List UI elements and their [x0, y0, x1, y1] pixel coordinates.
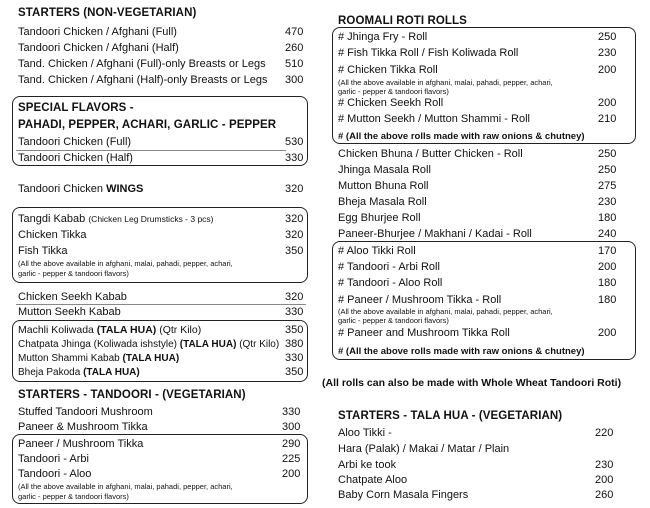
menu-item: Paneer-Bhurjee / Makhani / Kadai - Roll	[338, 228, 532, 240]
flavor-note: (All the above available in afghani, malai, pahadi, pepper, achari,	[18, 482, 233, 491]
menu-item: # Tandoori - Aloo Roll	[338, 277, 443, 289]
menu-price: 200	[598, 64, 617, 76]
menu-item: Chicken Bhuna / Butter Chicken - Roll	[338, 148, 523, 160]
menu-price: 330	[285, 352, 304, 364]
menu-price: 230	[598, 47, 617, 59]
flavor-note: (All the above available in afghani, malai, pahadi, pepper, achari,	[338, 78, 553, 87]
menu-price: 200	[595, 474, 614, 486]
tala-veg-heading: STARTERS - TALA HUA - (VEGETARIAN)	[338, 410, 563, 422]
special-flavors-list: PAHADI, PEPPER, ACHARI, GARLIC - PEPPER	[18, 119, 277, 131]
menu-item: Mutton Seekh Kabab	[18, 306, 121, 318]
flavor-note: garlic - pepper & tandoori flavors)	[18, 269, 129, 278]
menu-item: Jhinga Masala Roll	[338, 164, 431, 176]
menu-item: Chicken Tikka	[18, 229, 87, 241]
tangdi-detail: (Chicken Leg Drumsticks - 3 pcs)	[88, 214, 214, 224]
menu-item: # Chicken Tikka Roll	[338, 64, 438, 76]
menu-item-bheja	[18, 366, 140, 379]
menu-price: 275	[598, 180, 617, 192]
menu-item: # Fish Tikka Roll / Fish Koliwada Roll	[338, 47, 519, 59]
menu-item: Arbi ke took	[338, 459, 397, 471]
menu-item: Egg Bhurjee Roll	[338, 212, 421, 224]
menu-price: 530	[285, 136, 304, 148]
item-label: Bheja Pakoda	[18, 367, 84, 378]
menu-price: 230	[595, 459, 614, 471]
starters-veg-heading: STARTERS - TANDOORI - (VEGETARIAN)	[18, 389, 246, 401]
menu-item: # Paneer and Mushroom Tikka Roll	[338, 327, 510, 339]
menu-item: Paneer / Mushroom Tikka	[18, 438, 144, 450]
menu-item: Aloo Tikki -	[338, 427, 392, 439]
menu-item: # Chicken Seekh Roll	[338, 97, 444, 109]
menu-price: 240	[598, 228, 617, 240]
divider	[16, 304, 306, 305]
menu-item-jhinga	[18, 338, 279, 351]
menu-price: 330	[285, 306, 304, 318]
menu-item: # Mutton Seekh / Mutton Shammi - Roll	[338, 113, 530, 125]
menu-price: 210	[598, 113, 617, 125]
menu-price: 380	[285, 338, 304, 350]
menu-item: Tandoori Chicken / Afghani (Full)	[18, 26, 177, 38]
menu-price: 320	[285, 183, 304, 195]
menu-price: 320	[285, 291, 304, 303]
menu-item: Fish Tikka	[18, 245, 68, 257]
tangdi-label: Tangdi Kabab	[18, 213, 86, 225]
menu-price: 250	[598, 31, 617, 43]
divider	[16, 150, 286, 151]
menu-price: 220	[595, 427, 614, 439]
menu-item: Bheja Masala Roll	[338, 196, 427, 208]
menu-price: 320	[285, 213, 304, 225]
tala-hua-tag: (TALA HUA)	[83, 367, 140, 378]
wings-label: Tandoori Chicken	[18, 183, 107, 195]
menu-price: 510	[285, 58, 304, 70]
menu-price: 180	[598, 277, 617, 289]
menu-price: 180	[598, 212, 617, 224]
menu-item: Mutton Bhuna Roll	[338, 180, 429, 192]
flavor-note: (All the above available in afghani, malai, pahadi, pepper, achari,	[18, 259, 233, 268]
menu-price: 200	[282, 468, 301, 480]
menu-price: 300	[282, 421, 301, 433]
item-label: Chatpata Jhinga (Koliwada ishstyle)	[18, 339, 180, 350]
item-suffix: (Qtr Kilo)	[156, 324, 202, 336]
menu-price: 350	[285, 245, 304, 257]
menu-item: Chicken Seekh Kabab	[18, 291, 127, 303]
item-suffix: (Qtr Kilo)	[236, 339, 280, 350]
menu-price: 350	[285, 324, 304, 336]
menu-price: 200	[598, 97, 617, 109]
rolls-footer-note: # (All the above rolls made with raw onions & chutney)	[338, 131, 585, 142]
menu-price: 250	[598, 164, 617, 176]
menu-price: 225	[282, 453, 301, 465]
menu-price: 330	[285, 152, 304, 164]
menu-item: Stuffed Tandoori Mushroom	[18, 406, 153, 418]
menu-price: 260	[285, 42, 304, 54]
menu-price: 350	[285, 366, 304, 378]
rolls-heading: ROOMALI ROTI ROLLS	[338, 15, 467, 27]
item-label: Mutton Shammi Kabab	[18, 353, 123, 364]
flavor-note: (All the above available in afghani, malai, pahadi, pepper, achari,	[338, 307, 553, 316]
menu-price: 470	[285, 26, 304, 38]
menu-item: # Aloo Tikki Roll	[338, 245, 416, 257]
menu-item: Tandoori - Arbi	[18, 453, 89, 465]
flavor-note: garlic - pepper & tandoori flavors)	[338, 87, 449, 96]
aloo-tikki-variants: Hara (Palak) / Makai / Matar / Plain	[338, 443, 510, 455]
menu-price: 330	[282, 406, 301, 418]
menu-item: Chatpate Aloo	[338, 474, 408, 486]
menu-item: Baby Corn Masala Fingers	[338, 489, 469, 501]
tala-hua-tag: (TALA HUA)	[122, 353, 180, 364]
menu-item: # Tandoori - Arbi Roll	[338, 261, 440, 273]
menu-item: Paneer & Mushroom Tikka	[18, 421, 148, 433]
menu-item-machli	[18, 324, 201, 337]
menu-price: 200	[598, 261, 617, 273]
menu-item: Tand. Chicken / Afghani (Half)-only Breasts or Legs	[18, 74, 268, 86]
menu-item-shammi	[18, 352, 179, 365]
menu-item: Tandoori Chicken (Full)	[18, 136, 132, 148]
flavor-note: garlic - pepper & tandoori flavors)	[338, 316, 449, 325]
menu-item-wings	[18, 183, 143, 196]
menu-price: 180	[598, 294, 617, 306]
menu-item: Tandoori Chicken / Afghani (Half)	[18, 42, 179, 54]
menu-price: 200	[598, 327, 617, 339]
menu-price: 300	[285, 74, 304, 86]
menu-item: Tand. Chicken / Afghani (Full)-only Breasts or Legs	[18, 58, 266, 70]
menu-item: Tandoori Chicken (Half)	[18, 152, 133, 164]
menu-item: # Jhinga Fry - Roll	[338, 31, 428, 43]
special-flavors-heading: SPECIAL FLAVORS -	[18, 102, 134, 114]
item-label: Machli Koliwada	[18, 324, 97, 336]
rolls-footer-note: # (All the above rolls made with raw onions & chutney)	[338, 346, 585, 357]
menu-price: 250	[598, 148, 617, 160]
menu-price: 320	[285, 229, 304, 241]
menu-price: 290	[282, 438, 301, 450]
tala-hua-tag: (TALA HUA)	[96, 324, 157, 336]
flavor-note: garlic - pepper & tandoori flavors)	[18, 492, 129, 501]
menu-item: # Paneer / Mushroom Tikka - Roll	[338, 294, 502, 306]
starters-nonveg-heading: STARTERS (NON-VEGETARIAN)	[18, 7, 197, 19]
menu-item-tangdi	[18, 213, 214, 226]
tala-hua-tag: (TALA HUA)	[179, 339, 237, 350]
menu-price: 260	[595, 489, 614, 501]
menu-price: 170	[598, 245, 617, 257]
menu-item: Tandoori - Aloo	[18, 468, 92, 480]
whole-wheat-note: (All rolls can also be made with Whole Wheat Tandoori Roti)	[322, 377, 622, 389]
menu-price: 230	[598, 196, 617, 208]
wings-bold: WINGS	[106, 183, 144, 195]
